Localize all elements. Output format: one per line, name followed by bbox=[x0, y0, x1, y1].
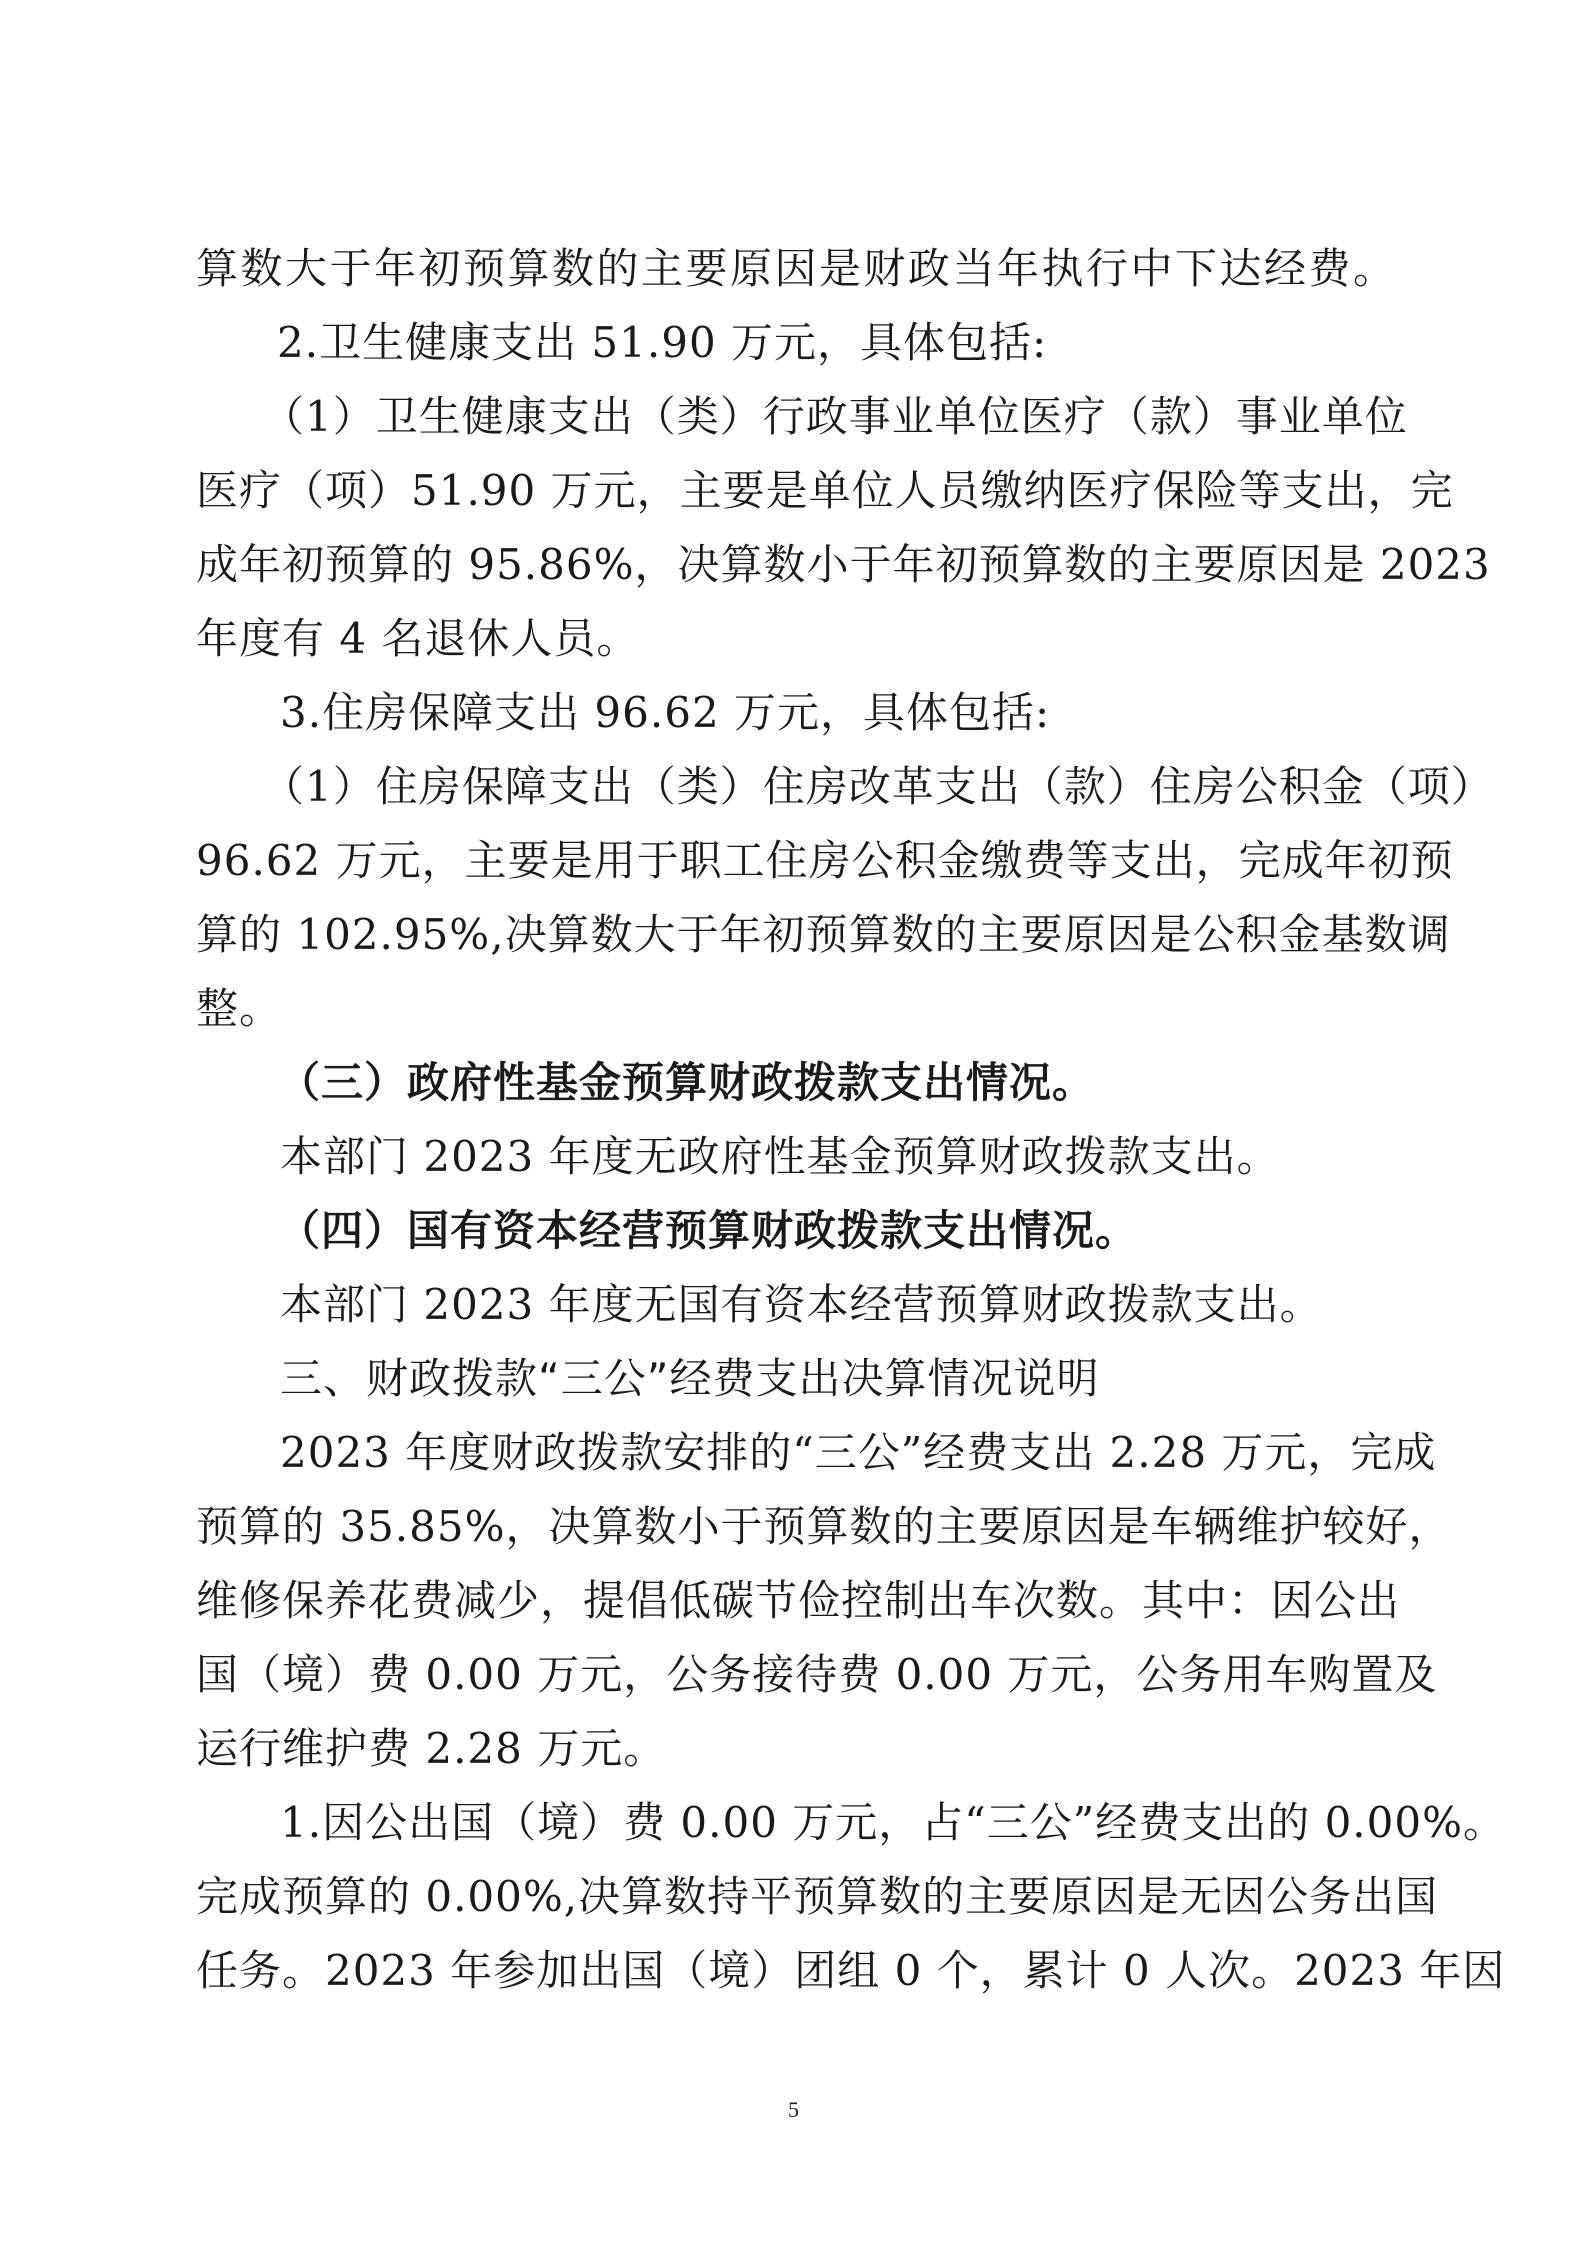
paragraph-line: 算数大于年初预算数的主要原因是财政当年执行中下达经费。 bbox=[196, 244, 1396, 293]
paragraph-line: 整。 bbox=[196, 984, 283, 1033]
paragraph-line: 国（境）费 0.00 万元，公务接待费 0.00 万元，公务用车购置及 bbox=[196, 1650, 1438, 1699]
page-number: 5 bbox=[788, 2097, 799, 2122]
paragraph-line: 预算的 35.85%，决算数小于预算数的主要原因是车辆维护较好， bbox=[196, 1502, 1452, 1551]
section-heading: （四）国有资本经营预算财政拨款支出情况。 bbox=[278, 1206, 1139, 1255]
section-heading: （三）政府性基金预算财政拨款支出情况。 bbox=[278, 1058, 1096, 1107]
paragraph-line: 本部门 2023 年度无政府性基金预算财政拨款支出。 bbox=[280, 1132, 1280, 1181]
paragraph-line: （1）卫生健康支出（类）行政事业单位医疗（款）事业单位 bbox=[262, 392, 1408, 441]
paragraph-line: 1.因公出国（境）费 0.00 万元，占“三公”经费支出的 0.00%。 bbox=[280, 1798, 1507, 1847]
chapter-heading: 三、财政拨款“三公”经费支出决算情况说明 bbox=[280, 1354, 1100, 1403]
paragraph-line: 运行维护费 2.28 万元。 bbox=[196, 1724, 667, 1773]
paragraph-line: 算的 102.95%,决算数大于年初预算数的主要原因是公积金基数调 bbox=[196, 910, 1451, 959]
paragraph-line: 医疗（项）51.90 万元，主要是单位人员缴纳医疗保险等支出，完 bbox=[196, 466, 1454, 515]
paragraph-line: 本部门 2023 年度无国有资本经营预算财政拨款支出。 bbox=[280, 1280, 1323, 1329]
paragraph-line: （1）住房保障支出（类）住房改革支出（款）住房公积金（项） bbox=[262, 762, 1494, 811]
paragraph-line: 2.卫生健康支出 51.90 万元，具体包括: bbox=[277, 318, 1048, 367]
paragraph-line: 年度有 4 名退休人员。 bbox=[196, 614, 640, 663]
paragraph-line: 3.住房保障支出 96.62 万元，具体包括: bbox=[280, 688, 1051, 737]
paragraph-line: 任务。2023 年参加出国（境）团组 0 个，累计 0 人次。2023 年因 bbox=[196, 1946, 1506, 1995]
paragraph-line: 成年初预算的 95.86%，决算数小于年初预算数的主要原因是 2023 bbox=[196, 540, 1491, 589]
paragraph-line: 维修保养花费减少，提倡低碳节俭控制出车次数。其中：因公出 bbox=[196, 1576, 1401, 1625]
paragraph-line: 2023 年度财政拨款安排的“三公”经费支出 2.28 万元，完成 bbox=[280, 1428, 1437, 1477]
paragraph-line: 96.62 万元，主要是用于职工住房公积金缴费等支出，完成年初预 bbox=[196, 836, 1454, 885]
paragraph-line: 完成预算的 0.00%,决算数持平预算数的主要原因是无因公务出国 bbox=[196, 1872, 1439, 1921]
